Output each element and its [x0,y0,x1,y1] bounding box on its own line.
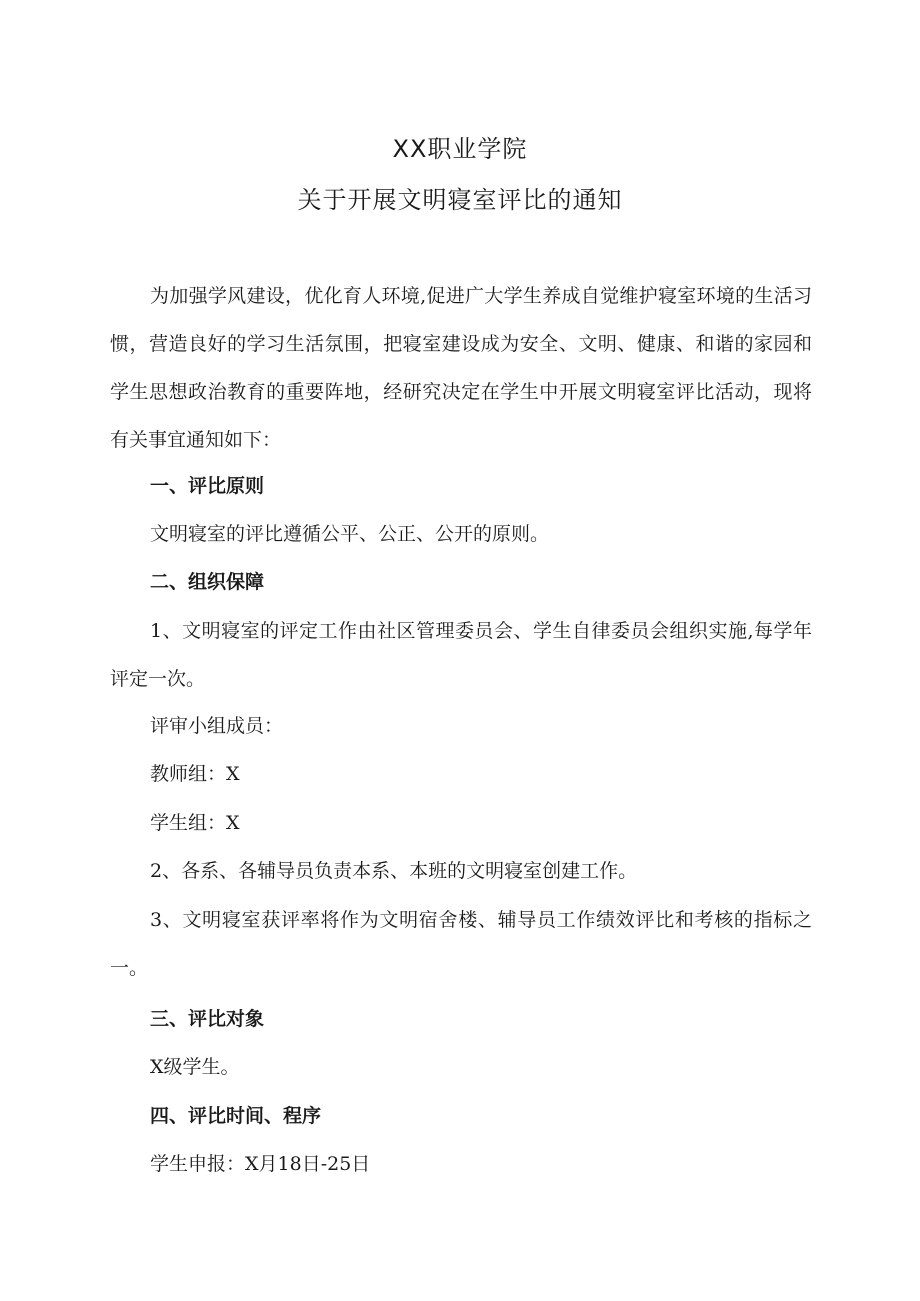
organization-item-1: 1、文明寝室的评定工作由社区管理委员会、学生自律委员会组织实施,每学年评定一次。 [110,620,812,690]
organization-item-3: 3、文明寝室获评率将作为文明宿舍楼、辅导员工作绩效评比和考核的指标之一。 [110,909,812,979]
section-heading-targets: 三、评比对象 [150,1008,265,1030]
student-group: 学生组：X [150,812,240,834]
section-principles-text: 文明寝室的评比遵循公平、公正、公开的原则。 [150,523,550,545]
section-targets-text: X级学生。 [150,1056,240,1078]
organization-item-2: 2、各系、各辅导员负责本系、本班的文明寝室创建工作。 [150,860,638,882]
section-heading-principles: 一、评比原则 [150,475,265,497]
section-schedule-text: 学生申报：X月18日-25日 [150,1153,371,1175]
document-title-school: XX职业学院 [392,135,528,163]
section-heading-organization: 二、组织保障 [150,571,265,593]
review-panel-label: 评审小组成员： [150,715,284,737]
teacher-group: 教师组：X [150,763,240,785]
intro-paragraph: 为加强学风建设，优化育人环境,促进广大学生养成自觉维护寝室环境的生活习惯，营造良好的学习生活氛围，把寝室建设成为安全、文明、健康、和谐的家园和学生思想政治教育的重要阵地，经研究决定在学生中开展文明寝室评比活动，现将有关事宜通知如下： [110,285,812,451]
section-heading-schedule: 四、评比时间、程序 [150,1105,322,1127]
document-title-notice: 关于开展文明寝室评比的通知 [297,186,623,214]
